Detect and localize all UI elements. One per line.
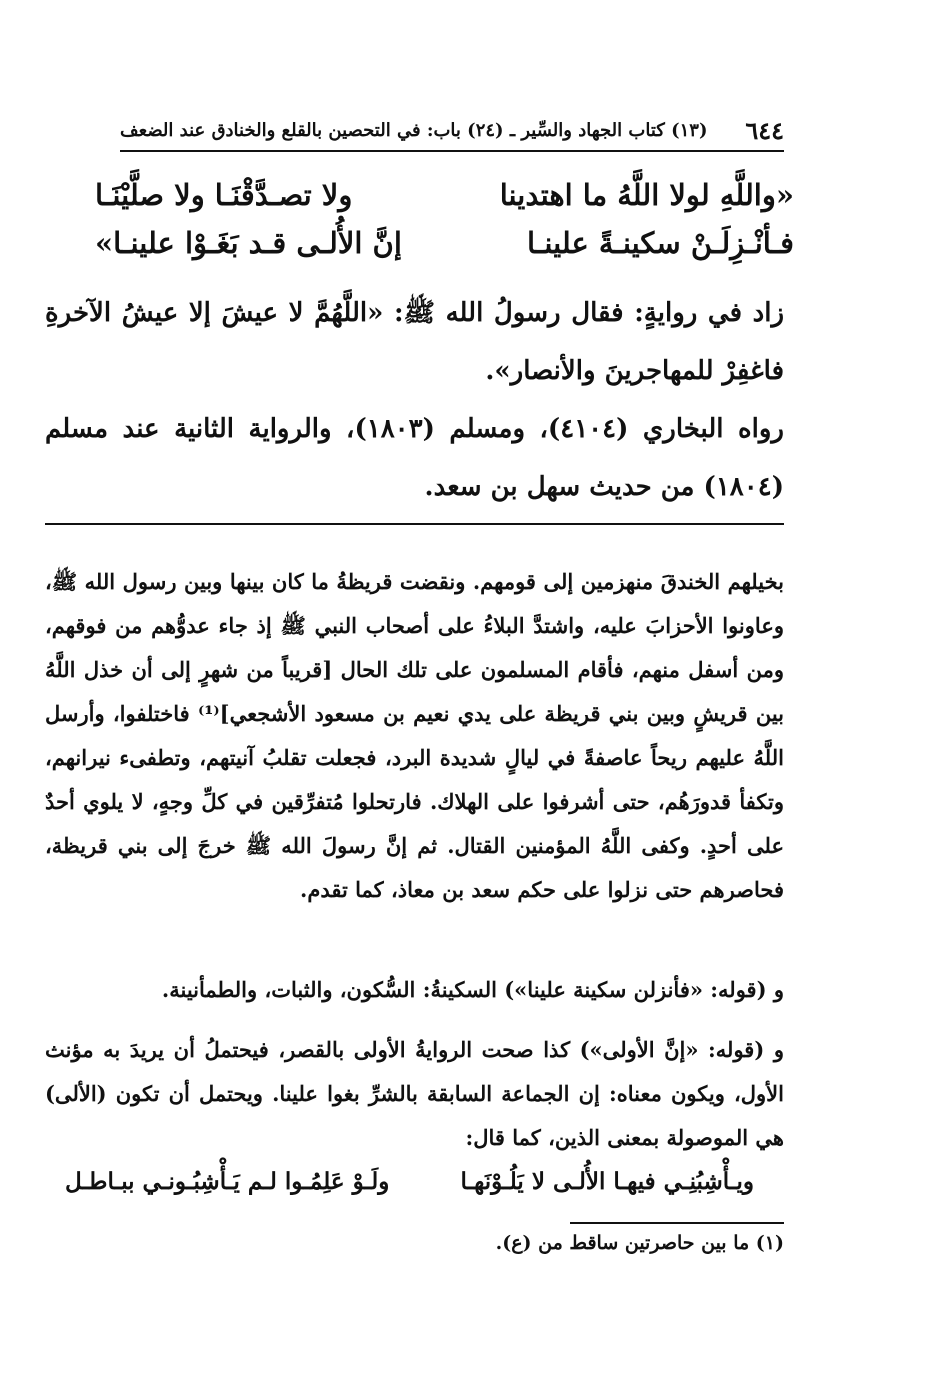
verse-line-1	[95, 178, 794, 212]
footnote-divider	[570, 1222, 784, 1224]
footnote: (١) ما بين حاصرتين ساقط من (ع).	[495, 1232, 784, 1254]
hadith-source: رواه البخاري (٤١٠٤)، ومسلم (١٨٠٣)، والرواية الثانية عند مسلم (١٨٠٤) من حديث سهل بن سعد.	[45, 414, 784, 502]
page-number: ٦٤٤	[745, 115, 784, 145]
verse-line-2	[95, 226, 794, 260]
commentary-paragraph-2: و (قوله: «فأنزلن سكينة علينا») السكينةُ: السُّكون، والثبات، والطمأنينة.	[161, 977, 784, 1002]
verse-2-first-hemistich: فـأنْـزِلَـنْ سكينـةً علينـا	[527, 226, 794, 260]
verse-2-second-hemistich: إنَّ الأُلـى قـد بَغَـوْا علينـا»	[95, 226, 402, 260]
verse-1-first-hemistich: «واللَّهِ لولا اللَّهُ ما اهتدينا	[499, 178, 794, 212]
commentary-paragraph-1: بخيلهم الخندقَ منهزمين إلى قومهم. ونقضت قريظةُ ما كان بينها وبين رسول الله ﷺ، وعاونوا الأحزابَ عليه، واشتدَّ البلاءُ على أصحاب النبي ﷺ إذ جاء عدوُّهم من فوقهم، ومن أسفل منهم، فأقام المسلمون على تلك الحال [قريباً من شهرٍ إلى أن خذل اللَّهُ بين قريشٍ وبين بني قريظة على يدي نعيم بن مسعود الأشجعي]⁽¹⁾ فاختلفوا، وأرسل اللَّهُ عليهم ريحاً عاصفةً في ليالٍ شديدة البرد، فجعلت تقلبُ آنيتهم، وتطفىء نيرانهم، وتكفأ قدورَهُم، حتى أشرفوا على الهلاك. فارتحلوا مُتفرِّقين في كلِّ وجهٍ، لا يلوي أحدٌ على أحدٍ. وكفى اللَّهُ المؤمنين القتال. ثم إنَّ رسولَ الله ﷺ خرجَ إلى بني قريظة، فحاصرهم حتى نزلوا على حكم سعد بن معاذ، كما تقدم.	[45, 569, 784, 902]
text-commentary-divider	[45, 523, 784, 525]
page-header	[120, 112, 784, 148]
commentary-paragraph-3: و (قوله: «إنَّ الأولى») كذا صحت الروايةُ الأولى بالقصر، فيحتملُ أن يريدَ به مؤنث الأول، ويكون معناه: إن الجماعة السابقة بالشرِّ بغوا علينا. ويحتمل أن تكون (الألى) هي الموصولة بمعنى الذين، كما قال:	[45, 1037, 784, 1150]
quoted-verse	[65, 1168, 754, 1195]
running-title: (١٣) كتاب الجهاد والسِّير ـ (٢٤) باب: في التحصين بالقلع والخنادق عند الضعف	[120, 119, 708, 141]
header-divider	[120, 150, 784, 152]
hadith-narration: زاد في روايةٍ: فقال رسولُ الله ﷺ: «اللَّهُمَّ لا عيشَ إلا عيشُ الآخرةِ فاغفِرْ للمهاجرينَ والأنصار».	[45, 298, 784, 386]
verse-1-second-hemistich: ولا تصـدَّقْنَـا ولا صلَّيْنَـا	[95, 178, 353, 212]
quoted-verse-first-hemistich: ويـأْشِبُنِـي فيهـا الأُلـى لا يَلُـوْنَهـا	[460, 1168, 754, 1195]
quoted-verse-second-hemistich: ولَـوْ عَلِمُـوا لـم يَـأْشِبُـونـي ببـاطـل	[65, 1168, 390, 1195]
